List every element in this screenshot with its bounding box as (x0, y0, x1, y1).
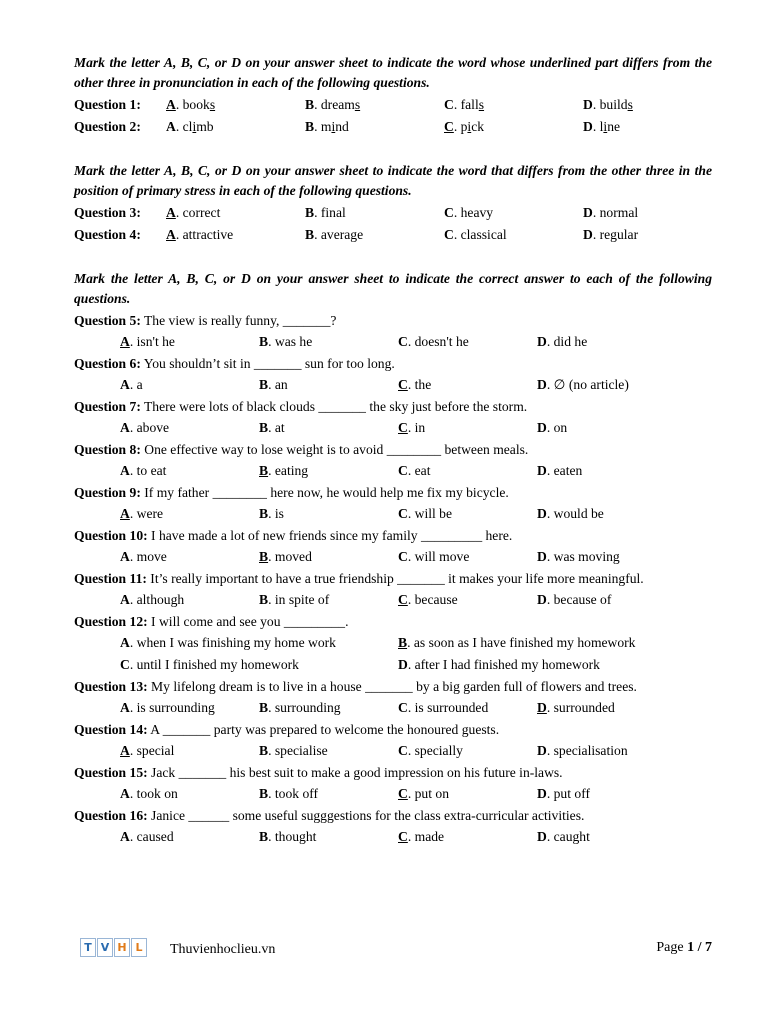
answer-option: D. normal (583, 204, 639, 220)
answer-option: C. in (398, 419, 426, 435)
option-letter: C (398, 699, 408, 715)
option-text: in spite of (274, 591, 330, 607)
question-stem (74, 677, 712, 696)
option-letter: D (583, 118, 593, 134)
option-text: did he (553, 333, 588, 349)
answer-option: A. climb (166, 118, 214, 134)
word-part: l (599, 118, 604, 134)
option-text: is (274, 505, 284, 521)
option-text: final (320, 204, 346, 220)
option-text: put on (414, 785, 449, 801)
option-text: surrounding (274, 699, 341, 715)
question-label: Question 10: (74, 528, 148, 543)
question-label: Question 9: (74, 485, 141, 500)
question-row (74, 201, 712, 223)
option-letter: A (120, 419, 130, 435)
answer-option: C. will move (398, 548, 470, 564)
option-letter: B (305, 226, 315, 242)
answer-option: A. correct (166, 204, 221, 220)
option-letter: B (259, 828, 269, 844)
option-letter: B (259, 376, 269, 392)
option-letter: C (398, 505, 408, 521)
question-text: If my father ________ here now, he would help me fix my bicycle. (144, 485, 509, 500)
question-text: One effective way to lose weight is to avoid ________ between meals. (144, 442, 529, 457)
page-number: Page 1 / 7 (656, 940, 712, 955)
question-label: Question 7: (74, 399, 141, 414)
option-letter: C (444, 226, 454, 242)
answer-option: D. did he (537, 333, 588, 349)
option-text: correct (182, 204, 221, 220)
option-text: would be (553, 505, 604, 521)
option-text: will move (414, 548, 470, 564)
question-stem (74, 526, 712, 545)
answer-option: B. thought (259, 828, 317, 844)
option-text: because of (553, 591, 612, 607)
answer-option: D. eaten (537, 462, 583, 478)
page-footer (80, 937, 712, 961)
question-text: It’s really important to have a true friendship _______ it makes your life more meaningful. (150, 571, 644, 586)
answer-option: C. until I finished my homework (120, 656, 299, 672)
answer-option: A. attractive (166, 226, 234, 242)
answer-option: D. would be (537, 505, 604, 521)
option-text: an (274, 376, 288, 392)
pronunciation-section (74, 93, 712, 137)
underlined-part: i (467, 118, 472, 134)
question-stem (74, 354, 712, 373)
underlined-part: i (603, 118, 608, 134)
answer-option: C. doesn't he (398, 333, 469, 349)
question-text: There were lots of black clouds _______ the sky just before the storm. (144, 399, 528, 414)
word-part: ck (471, 118, 485, 134)
option-letter: B (259, 333, 269, 349)
question-label: Question 8: (74, 442, 141, 457)
option-letter: A (120, 376, 130, 392)
word-part: ne (607, 118, 621, 134)
option-letter: C (444, 96, 454, 112)
answer-option: B. moved (259, 548, 312, 564)
option-text: because (414, 591, 458, 607)
answer-option: D. specialisation (537, 742, 628, 758)
word-part: cl (182, 118, 193, 134)
option-text: a (136, 376, 143, 392)
answer-option: A. when I was finishing my home work (120, 634, 336, 650)
word-part: book (182, 96, 210, 112)
answer-option: A. to eat (120, 462, 167, 478)
options-row (74, 545, 712, 567)
option-text: made (414, 828, 445, 844)
option-text: special (136, 742, 175, 758)
option-letter: B (259, 591, 269, 607)
question-stem (74, 720, 712, 739)
underlined-part: s (209, 96, 216, 112)
answer-option: D. was moving (537, 548, 620, 564)
answer-option: D. caught (537, 828, 590, 844)
question-text: I have made a lot of new friends since my family _________ here. (151, 528, 513, 543)
options-row (74, 588, 712, 610)
site-name: Thuvienhoclieu.vn (170, 942, 276, 957)
option-letter: D (537, 333, 547, 349)
option-text: will be (414, 505, 453, 521)
answer-option: D. after I had finished my homework (398, 656, 600, 672)
question-label: Question 3: (74, 204, 141, 220)
option-letter: A (166, 204, 176, 220)
option-letter: B (305, 118, 315, 134)
word-part: fall (460, 96, 479, 112)
answer-option: C. will be (398, 505, 453, 521)
option-letter: A (120, 785, 130, 801)
answer-option: A. move (120, 548, 167, 564)
option-letter: A (120, 591, 130, 607)
question-text: My lifelong dream is to live in a house _______ by a big garden full of flowers and trees. (151, 679, 637, 694)
option-letter: C (398, 785, 408, 801)
option-letter: B (259, 505, 269, 521)
word-part: build (599, 96, 628, 112)
option-text: was moving (553, 548, 620, 564)
question-label: Question 12: (74, 614, 148, 629)
option-text: at (274, 419, 285, 435)
question-label: Question 14: (74, 722, 148, 737)
option-text: eating (274, 462, 309, 478)
options-row (74, 653, 712, 675)
answer-option: C. classical (444, 226, 507, 242)
option-letter: C (398, 333, 408, 349)
question-text: Jack _______ his best suit to make a good impression on his future in-laws. (151, 765, 563, 780)
answer-option: A. special (120, 742, 175, 758)
option-letter: B (259, 742, 269, 758)
answer-option: D. builds (583, 96, 633, 112)
option-text: doesn't he (414, 333, 469, 349)
question-text: I will come and see you _________. (151, 614, 349, 629)
answer-option: B. as soon as I have finished my homework (398, 634, 636, 650)
underlined-part: i (331, 118, 336, 134)
option-text: the (414, 376, 432, 392)
answer-option: C. pick (444, 118, 485, 134)
answer-option: A. although (120, 591, 185, 607)
answer-option: C. eat (398, 462, 431, 478)
answer-option: C. put on (398, 785, 449, 801)
answer-option: C. made (398, 828, 445, 844)
question-label: Question 1: (74, 96, 141, 112)
option-text: eaten (553, 462, 583, 478)
option-letter: D (583, 226, 593, 242)
option-text: put off (553, 785, 590, 801)
option-letter: A (120, 634, 130, 650)
question-stem (74, 569, 712, 588)
option-letter: A (120, 828, 130, 844)
question-row (74, 93, 712, 115)
options-row (74, 459, 712, 481)
option-letter: C (398, 462, 408, 478)
question-row (74, 223, 712, 245)
option-text: on (553, 419, 568, 435)
option-letter: D (537, 591, 547, 607)
option-text: to eat (136, 462, 167, 478)
option-letter: A (166, 118, 176, 134)
answer-option: C. falls (444, 96, 485, 112)
option-letter: A (120, 333, 130, 349)
answer-option: C. because (398, 591, 458, 607)
answer-option: A. caused (120, 828, 174, 844)
underlined-part: s (354, 96, 361, 112)
answer-option: D. because of (537, 591, 612, 607)
option-letter: C (120, 656, 130, 672)
question-label: Question 2: (74, 118, 141, 134)
answer-option: D. line (583, 118, 621, 134)
option-letter: C (398, 548, 408, 564)
answer-option: A. above (120, 419, 170, 435)
option-letter: D (537, 828, 547, 844)
grammar-section (74, 311, 712, 847)
question-stem (74, 397, 712, 416)
option-text: specially (414, 742, 463, 758)
option-letter: B (259, 548, 269, 564)
option-letter: C (398, 591, 408, 607)
option-letter: D (537, 505, 547, 521)
option-letter: C (398, 828, 408, 844)
answer-option: C. is surrounded (398, 699, 489, 715)
answer-option: B. average (305, 226, 364, 242)
word-part: p (460, 118, 468, 134)
answer-option: B. at (259, 419, 285, 435)
question-text: A _______ party was prepared to welcome the honoured guests. (150, 722, 500, 737)
option-text: although (136, 591, 185, 607)
option-text: surrounded (553, 699, 615, 715)
option-letter: D (537, 785, 547, 801)
option-text: classical (460, 226, 507, 242)
option-text: eat (414, 462, 431, 478)
answer-option: B. surrounding (259, 699, 341, 715)
option-text: specialisation (553, 742, 628, 758)
question-stem (74, 806, 712, 825)
option-letter: C (398, 376, 408, 392)
underlined-part: s (478, 96, 485, 112)
option-text: ∅ (no article) (553, 376, 629, 392)
option-letter: A (120, 742, 130, 758)
instruction-stress: Mark the letter A, B, C, or D on your answer sheet to indicate the word that differs from the other three in the position of primary stress in each of the following questions. (74, 163, 712, 198)
option-letter: D (583, 204, 593, 220)
option-text: caused (136, 828, 174, 844)
options-row (74, 696, 712, 718)
option-text: regular (599, 226, 639, 242)
question-text: The view is really funny, _______? (144, 313, 337, 328)
question-stem (74, 763, 712, 782)
option-letter: C (398, 419, 408, 435)
answer-option: C. the (398, 376, 432, 392)
option-letter: D (537, 699, 547, 715)
answer-option: A. were (120, 505, 164, 521)
option-text: as soon as I have finished my homework (413, 634, 636, 650)
option-text: until I finished my homework (136, 656, 299, 672)
question-row (74, 115, 712, 137)
word-part: mb (196, 118, 214, 134)
answer-option: C. specially (398, 742, 463, 758)
option-letter: D (537, 548, 547, 564)
option-letter: A (120, 699, 130, 715)
option-letter: D (537, 742, 547, 758)
option-letter: B (305, 204, 315, 220)
option-letter: A (120, 505, 130, 521)
question-label: Question 11: (74, 571, 147, 586)
option-letter: D (583, 96, 593, 112)
answer-option: B. final (305, 204, 346, 220)
options-row (74, 330, 712, 352)
answer-option: C. heavy (444, 204, 494, 220)
answer-option: B. mind (305, 118, 349, 134)
options-row (74, 416, 712, 438)
option-text: in (414, 419, 426, 435)
option-letter: B (305, 96, 315, 112)
instruction-grammar: Mark the letter A, B, C, or D on your answer sheet to indicate the correct answer to each of the following questions. (74, 271, 712, 306)
question-stem (74, 483, 712, 502)
answer-option: A. took on (120, 785, 178, 801)
answer-option: D. on (537, 419, 568, 435)
answer-option: B. eating (259, 462, 309, 478)
option-letter: C (398, 742, 408, 758)
answer-option: B. is (259, 505, 284, 521)
option-letter: C (444, 204, 454, 220)
answer-option: A. a (120, 376, 143, 392)
word-part: nd (335, 118, 349, 134)
question-stem (74, 440, 712, 459)
answer-option: B. an (259, 376, 288, 392)
option-text: moved (274, 548, 312, 564)
answer-option: A. is surrounding (120, 699, 215, 715)
answer-option: B. specialise (259, 742, 328, 758)
stress-section (74, 201, 712, 245)
option-letter: B (259, 785, 269, 801)
underlined-part: i (192, 118, 197, 134)
option-text: heavy (460, 204, 494, 220)
answer-option: D. put off (537, 785, 590, 801)
question-text: You shouldn’t sit in _______ sun for too long. (143, 356, 395, 371)
option-text: average (320, 226, 364, 242)
answer-option: A. isn't he (120, 333, 175, 349)
option-letter: D (537, 419, 547, 435)
question-label: Question 6: (74, 356, 141, 371)
options-row (74, 373, 712, 395)
instruction-pronunciation: Mark the letter A, B, C, or D on your answer sheet to indicate the word whose underlined part differs from the other three in pronunciation in each of the following questions. (74, 55, 712, 90)
option-text: when I was finishing my home work (136, 634, 336, 650)
option-letter: A (166, 226, 176, 242)
option-text: took off (274, 785, 319, 801)
option-text: were (136, 505, 164, 521)
option-text: after I had finished my homework (414, 656, 600, 672)
option-text: is surrounding (136, 699, 215, 715)
option-text: move (136, 548, 167, 564)
answer-option: A. books (166, 96, 216, 112)
option-letter: C (444, 118, 454, 134)
options-row (74, 782, 712, 804)
option-letter: D (398, 656, 408, 672)
option-text: is surrounded (414, 699, 489, 715)
option-letter: B (259, 419, 269, 435)
tvhl-logo: T V H L (80, 938, 148, 957)
question-label: Question 16: (74, 808, 148, 823)
option-text: above (136, 419, 170, 435)
question-stem (74, 311, 712, 330)
options-row (74, 739, 712, 761)
options-row (74, 825, 712, 847)
option-text: thought (274, 828, 317, 844)
answer-option: D. ∅ (no article) (537, 376, 629, 392)
question-label: Question 13: (74, 679, 148, 694)
option-letter: B (398, 634, 408, 650)
answer-option: B. in spite of (259, 591, 330, 607)
option-letter: D (537, 376, 547, 392)
option-letter: A (166, 96, 176, 112)
option-letter: B (259, 462, 269, 478)
option-letter: B (259, 699, 269, 715)
answer-option: D. surrounded (537, 699, 615, 715)
answer-option: B. dreams (305, 96, 361, 112)
question-label: Question 4: (74, 226, 141, 242)
question-label: Question 5: (74, 313, 141, 328)
options-row (74, 502, 712, 524)
option-text: specialise (274, 742, 328, 758)
option-text: isn't he (136, 333, 175, 349)
underlined-part: s (627, 96, 633, 112)
word-part: m (320, 118, 332, 134)
option-text: caught (553, 828, 590, 844)
worksheet-page (74, 53, 712, 847)
option-letter: A (120, 462, 130, 478)
option-text: took on (136, 785, 178, 801)
question-label: Question 15: (74, 765, 148, 780)
option-letter: A (120, 548, 130, 564)
option-text: was he (274, 333, 313, 349)
option-text: attractive (182, 226, 234, 242)
question-text: Janice ______ some useful sugggestions for the class extra-curricular activities. (151, 808, 585, 823)
answer-option: B. was he (259, 333, 313, 349)
option-text: normal (599, 204, 639, 220)
option-letter: D (537, 462, 547, 478)
answer-option: D. regular (583, 226, 639, 242)
question-stem (74, 612, 712, 631)
word-part: dream (320, 96, 355, 112)
options-row (74, 631, 712, 653)
answer-option: B. took off (259, 785, 319, 801)
